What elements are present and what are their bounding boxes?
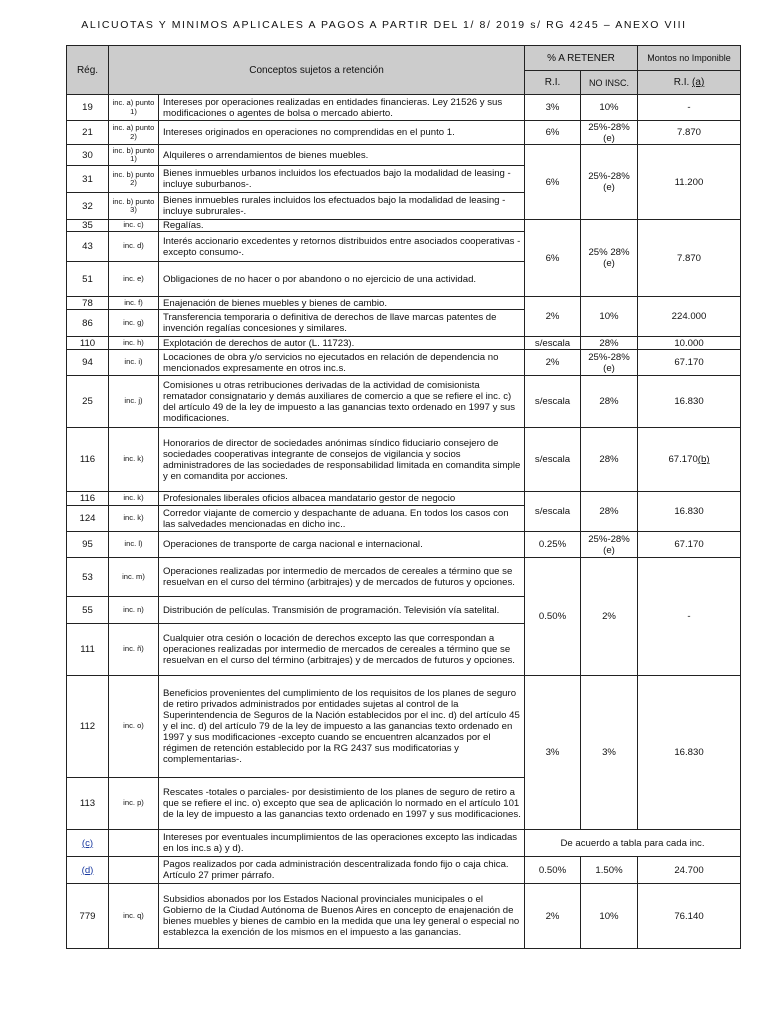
table-row: [67, 884, 741, 949]
concept-cell: Operaciones realizadas por intermedio de mercados de cereales a término que se resuelvan en el curso del término (arbitrajes) y de mercados de futuros y opciones.: [159, 558, 525, 597]
reg-cell: 124: [67, 506, 109, 532]
reg-cell: 53: [67, 558, 109, 597]
table-row: [67, 532, 741, 558]
inc-cell: inc. a) punto 2): [109, 121, 159, 145]
reg-cell: 78: [67, 297, 109, 310]
ri-cell: 6%: [525, 220, 581, 297]
ri-cell: s/escala: [525, 428, 581, 492]
no-insc-cell: 10%: [581, 297, 638, 337]
no-insc-cell: 25% 28% (e): [581, 220, 638, 297]
no-insc-cell: 1.50%: [581, 857, 638, 884]
header-ri-montos: R.I. (a): [638, 71, 741, 95]
no-insc-cell: 25%-28%(e): [581, 121, 638, 145]
reg-cell: 51: [67, 262, 109, 297]
reg-cell: 112: [67, 676, 109, 778]
monto-cell: -: [638, 95, 741, 121]
inc-cell: inc. f): [109, 297, 159, 310]
monto-cell: 67.170: [638, 350, 741, 376]
no-insc-cell: 10%: [581, 95, 638, 121]
inc-cell: inc. i): [109, 350, 159, 376]
table-row: [67, 376, 741, 428]
table-row: [67, 428, 741, 492]
ri-cell: 3%: [525, 95, 581, 121]
reg-cell: 779: [67, 884, 109, 949]
concept-cell: Intereses por operaciones realizadas en entidades financieras. Ley 21526 y sus modificaciones o agentes de bolsa o mercado abierto.: [159, 95, 525, 121]
ri-cell: 0.50%: [525, 558, 581, 676]
monto-cell: 224.000: [638, 297, 741, 337]
monto-cell: 16.830: [638, 492, 741, 532]
ri-cell: 2%: [525, 350, 581, 376]
concept-cell: Beneficios provenientes del cumplimiento de los requisitos de los planes de seguro de retiro privados administrados por entidades sujetas al control de la Superintendencia de Seguros de la Nación establecidos por el inc. d) del artículo 45 y el inc. d) del artículo 79 de la ley de impuesto a las ganancias texto ordenado en 1997 y sus modificaciones -excepto cuando se encuentren alcanzados por el régimen de retención establecido por la RG 2437 sus modificatorias y complementarias-.: [159, 676, 525, 778]
monto-cell: 7.870: [638, 121, 741, 145]
ri-cell: 2%: [525, 297, 581, 337]
inc-cell: inc. m): [109, 558, 159, 597]
ri-cell: s/escala: [525, 376, 581, 428]
retention-table: [66, 45, 741, 949]
inc-cell: inc. d): [109, 232, 159, 262]
concept-cell: Bienes inmuebles rurales incluidos los efectuados bajo la modalidad de leasing -incluye subrurales-.: [159, 193, 525, 220]
no-insc-cell: 28%: [581, 376, 638, 428]
ri-cell: 6%: [525, 121, 581, 145]
monto-cell: 67.170(b): [638, 428, 741, 492]
footnote-link-d[interactable]: (d): [81, 864, 94, 876]
table-row: [67, 337, 741, 350]
reg-cell: 110: [67, 337, 109, 350]
table-row: [67, 121, 741, 145]
reg-cell: 94: [67, 350, 109, 376]
concept-cell: Bienes inmuebles urbanos incluidos los efectuados bajo la modalidad de leasing -incluye suburbanos-.: [159, 166, 525, 193]
reg-cell: 43: [67, 232, 109, 262]
reg-cell: 86: [67, 310, 109, 337]
inc-cell: [109, 830, 159, 857]
monto-cell: 7.870: [638, 220, 741, 297]
monto-cell: 76.140: [638, 884, 741, 949]
table-row: [67, 95, 741, 121]
reg-cell: [67, 830, 109, 857]
no-insc-cell: 25%-28%(e): [581, 532, 638, 558]
no-insc-cell: 28%: [581, 428, 638, 492]
reg-cell: 55: [67, 597, 109, 624]
table-row: [67, 558, 741, 597]
reg-cell: 116: [67, 492, 109, 506]
table-row: [67, 676, 741, 778]
concept-cell: Distribución de películas. Transmisión de programación. Televisión vía satelital.: [159, 597, 525, 624]
header-ri: R.I.: [525, 71, 581, 95]
concept-cell: Intereses por eventuales incumplimientos de las operaciones excepto las indicadas en los inc.s a) y d).: [159, 830, 525, 857]
concept-cell: Comisiones u otras retribuciones derivadas de la actividad de comisionista rematador consignatario y demás auxiliares de comercio a que se refiere el inc. c) del artículo 49 de la ley de impuesto a las ganancias texto ordenado en 1997 y sus modificaciones.: [159, 376, 525, 428]
reg-cell: 30: [67, 145, 109, 166]
ri-cell: 0.25%: [525, 532, 581, 558]
table-row: [67, 220, 741, 232]
inc-cell: inc. h): [109, 337, 159, 350]
inc-cell: [109, 857, 159, 884]
ri-cell: 6%: [525, 145, 581, 220]
concept-cell: Cualquier otra cesión o locación de derechos excepto las que correspondan a operaciones realizadas por intermedio de mercados de cereales a término que se resuelvan en el curso del término (arbitrajes) y de mercados de futuros y opciones.: [159, 624, 525, 676]
reg-cell: 32: [67, 193, 109, 220]
reg-cell: 95: [67, 532, 109, 558]
ri-cell: s/escala: [525, 492, 581, 532]
concept-cell: Operaciones de transporte de carga nacional e internacional.: [159, 532, 525, 558]
concept-cell: Explotación de derechos de autor (L. 11723).: [159, 337, 525, 350]
inc-cell: inc. e): [109, 262, 159, 297]
page-title: ALICUOTAS Y MINIMOS APLICALES A PAGOS A PARTIR DEL 1/ 8/ 2019 s/ RG 4245 – ANEXO VIII: [81, 19, 687, 31]
header-reg: Rég.: [67, 46, 109, 95]
concept-cell: Interés accionario excedentes y retornos distribuidos entre asociados cooperativas -excepto consumo-.: [159, 232, 525, 262]
inc-cell: inc. l): [109, 532, 159, 558]
reg-cell: 111: [67, 624, 109, 676]
monto-cell: 16.830: [638, 376, 741, 428]
reg-cell: 19: [67, 95, 109, 121]
concept-cell: Honorarios de director de sociedades anónimas síndico fiduciario consejero de sociedades cooperativas integrante de consejos de vigilancia y socios administradores de las sociedades de responsabilidad limitada en comandita simple y en comandita por acciones.: [159, 428, 525, 492]
inc-cell: inc. c): [109, 220, 159, 232]
table-row: [67, 350, 741, 376]
header-montos: Montos no Imponible: [638, 46, 741, 71]
ri-cell: s/escala: [525, 337, 581, 350]
inc-cell: inc. k): [109, 506, 159, 532]
inc-cell: inc. b) punto 1): [109, 145, 159, 166]
reg-cell: 25: [67, 376, 109, 428]
footnote-link-c[interactable]: (c): [81, 837, 94, 849]
monto-cell: -: [638, 558, 741, 676]
inc-cell: inc. k): [109, 428, 159, 492]
inc-cell: inc. n): [109, 597, 159, 624]
ri-cell: 0.50%: [525, 857, 581, 884]
reg-cell: 21: [67, 121, 109, 145]
concept-cell: Profesionales liberales oficios albacea mandatario gestor de negocio: [159, 492, 525, 506]
concept-cell: Rescates -totales o parciales- por desistimiento de los planes de seguro de retiro a que se refiere el inc. o) excepto que sea de aplicación lo normado en el artículo 101 de la ley de impuesto a las ganancias texto ordenado en 1997 y sus modificaciones.: [159, 778, 525, 830]
header-conceptos: Conceptos sujetos a retención: [109, 46, 525, 95]
inc-cell: inc. b) punto 3): [109, 193, 159, 220]
no-insc-cell: 10%: [581, 884, 638, 949]
concept-cell: Pagos realizados por cada administración descentralizada fondo fijo o caja chica. Artículo 27 primer párrafo.: [159, 857, 525, 884]
reg-cell: 113: [67, 778, 109, 830]
concept-cell: Corredor viajante de comercio y despachante de aduana. En todos los casos con las salvedades mencionadas en dicho inc..: [159, 506, 525, 532]
inc-cell: inc. j): [109, 376, 159, 428]
inc-cell: inc. b) punto 2): [109, 166, 159, 193]
inc-cell: inc. p): [109, 778, 159, 830]
no-insc-cell: 25%-28% (e): [581, 145, 638, 220]
reg-cell: 31: [67, 166, 109, 193]
inc-cell: inc. g): [109, 310, 159, 337]
table-row: [67, 830, 741, 857]
tabla-cell: De acuerdo a tabla para cada inc.: [525, 830, 741, 857]
inc-cell: inc. k): [109, 492, 159, 506]
table-row: [67, 145, 741, 166]
concept-cell: Intereses originados en operaciones no comprendidas en el punto 1.: [159, 121, 525, 145]
no-insc-cell: 3%: [581, 676, 638, 830]
no-insc-cell: 28%: [581, 337, 638, 350]
table-row: [67, 297, 741, 310]
inc-cell: inc. o): [109, 676, 159, 778]
monto-cell: 24.700: [638, 857, 741, 884]
no-insc-cell: 28%: [581, 492, 638, 532]
inc-cell: inc. q): [109, 884, 159, 949]
reg-cell: 35: [67, 220, 109, 232]
ri-cell: 3%: [525, 676, 581, 830]
inc-cell: inc. a) punto 1): [109, 95, 159, 121]
ri-cell: 2%: [525, 884, 581, 949]
concept-cell: Regalías.: [159, 220, 525, 232]
header-retener: % A RETENER: [525, 46, 638, 71]
monto-cell: 67.170: [638, 532, 741, 558]
concept-cell: Alquileres o arrendamientos de bienes muebles.: [159, 145, 525, 166]
monto-cell: 16.830: [638, 676, 741, 830]
concept-cell: Transferencia temporaria o definitiva de derechos de llave marcas patentes de invención regalías concesiones y similares.: [159, 310, 525, 337]
reg-cell: 116: [67, 428, 109, 492]
monto-cell: 10.000: [638, 337, 741, 350]
no-insc-cell: 2%: [581, 558, 638, 676]
concept-cell: Enajenación de bienes muebles y bienes de cambio.: [159, 297, 525, 310]
monto-cell: 11.200: [638, 145, 741, 220]
header-no-insc: NO INSC.: [581, 71, 638, 95]
concept-cell: Obligaciones de no hacer o por abandono o no ejercicio de una actividad.: [159, 262, 525, 297]
inc-cell: inc. ñ): [109, 624, 159, 676]
no-insc-cell: 25%-28% (e): [581, 350, 638, 376]
concept-cell: Locaciones de obra y/o servicios no ejecutados en relación de dependencia no mencionados expresamente en otros inc.s.: [159, 350, 525, 376]
reg-cell: [67, 857, 109, 884]
table-row: [67, 857, 741, 884]
table-row: [67, 492, 741, 506]
concept-cell: Subsidios abonados por los Estados Nacional provinciales municipales o el Gobierno de la Ciudad Autónoma de Buenos Aires en concepto de enajenación de bienes muebles y bienes de cambio en la medida que una ley general o especial no establezca la exención de los mismos en el impuesto a las ganancias.: [159, 884, 525, 949]
